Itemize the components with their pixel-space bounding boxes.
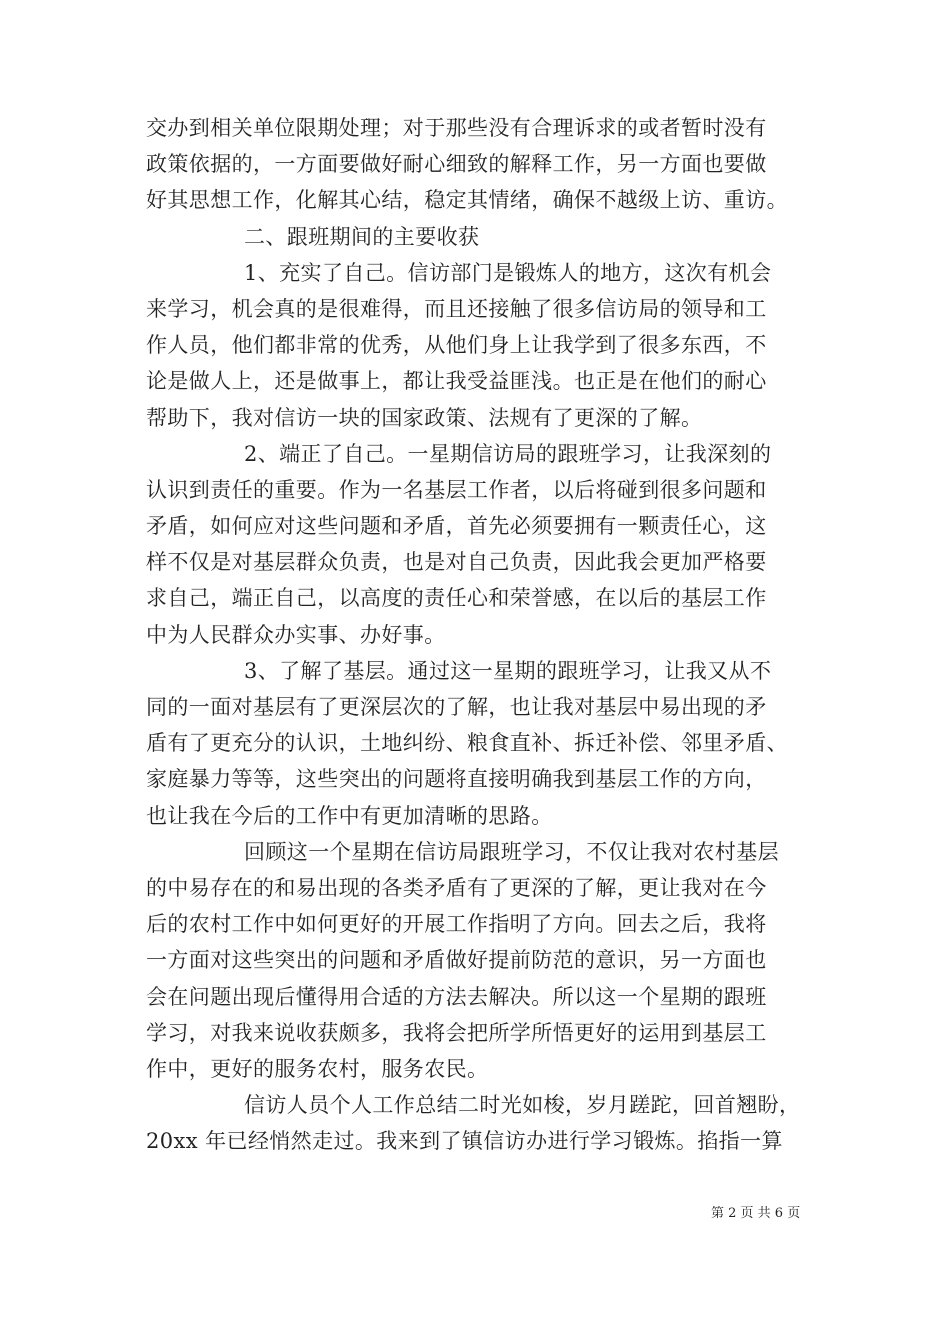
- text-line: 3、了解了基层。通过这一星期的跟班学习，让我又从不: [244, 658, 772, 683]
- text-line: 来学习，机会真的是很难得，而且还接触了很多信访局的领导和工: [146, 296, 767, 321]
- text-line: 一方面对这些突出的问题和矛盾做好提前防范的意识，另一方面也: [146, 948, 767, 973]
- text-line: 1、充实了自己。信访部门是锻炼人的地方，这次有机会: [244, 260, 772, 285]
- section-heading: 二、跟班期间的主要收获: [244, 224, 480, 249]
- text-line: 回顾这一个星期在信访局跟班学习，不仅让我对农村基层: [244, 839, 779, 864]
- text-line: 也让我在今后的工作中有更加清晰的思路。: [146, 803, 553, 828]
- text-line: 盾有了更充分的认识，土地纠纷、粮食直补、拆迁补偿、邻里矛盾、: [146, 731, 788, 756]
- text-line: 会在问题出现后懂得用合适的方法去解决。所以这一个星期的跟班: [146, 984, 767, 1009]
- text-line: 信访人员个人工作总结二时光如梭，岁月蹉跎，回首翘盼，: [244, 1093, 801, 1118]
- text-line: 求自己，端正自己，以高度的责任心和荣誉感，在以后的基层工作: [146, 586, 767, 611]
- text-line: 论是做人上，还是做事上，都让我受益匪浅。也正是在他们的耐心: [146, 369, 767, 394]
- text-line: 交办到相关单位限期处理；对于那些没有合理诉求的或者暂时没有: [146, 116, 767, 140]
- text-line: 20xx 年已经悄然走过。我来到了镇信访办进行学习锻炼。掐指一算: [146, 1129, 783, 1154]
- text-line: 作中，更好的服务农村，服务农民。: [146, 1056, 489, 1081]
- text-line: 帮助下，我对信访一块的国家政策、法规有了更深的了解。: [146, 405, 703, 430]
- text-line: 认识到责任的重要。作为一名基层工作者，以后将碰到很多问题和: [146, 477, 767, 502]
- text-line: 中为人民群众办实事、办好事。: [146, 622, 446, 647]
- text-line: 后的农村工作中如何更好的开展工作指明了方向。回去之后，我将: [146, 912, 767, 937]
- text-line: 同的一面对基层有了更深层次的了解，也让我对基层中易出现的矛: [146, 695, 767, 719]
- text-line: 家庭暴力等等，这些突出的问题将直接明确我到基层工作的方向，: [146, 767, 767, 792]
- text-line: 2、端正了自己。一星期信访局的跟班学习，让我深刻的: [244, 441, 772, 466]
- text-line: 的中易存在的和易出现的各类矛盾有了更深的了解，更让我对在今: [146, 875, 767, 900]
- text-line: 作人员，他们都非常的优秀，从他们身上让我学到了很多东西，不: [146, 333, 767, 358]
- text-line: 好其思想工作，化解其心结，稳定其情绪，确保不越级上访、重访。: [146, 188, 788, 213]
- text-line: 样不仅是对基层群众负责，也是对自己负责，因此我会更加严格要: [146, 550, 767, 575]
- text-line: 学习，对我来说收获颇多，我将会把所学所悟更好的运用到基层工: [146, 1020, 767, 1045]
- document-body: [146, 110, 806, 1159]
- text-line: 政策依据的，一方面要做好耐心细致的解释工作，另一方面也要做: [146, 152, 767, 177]
- page-number: 第 2 页 共 6 页: [711, 1206, 801, 1221]
- text-line: 矛盾，如何应对这些问题和矛盾，首先必须要拥有一颗责任心，这: [146, 514, 767, 539]
